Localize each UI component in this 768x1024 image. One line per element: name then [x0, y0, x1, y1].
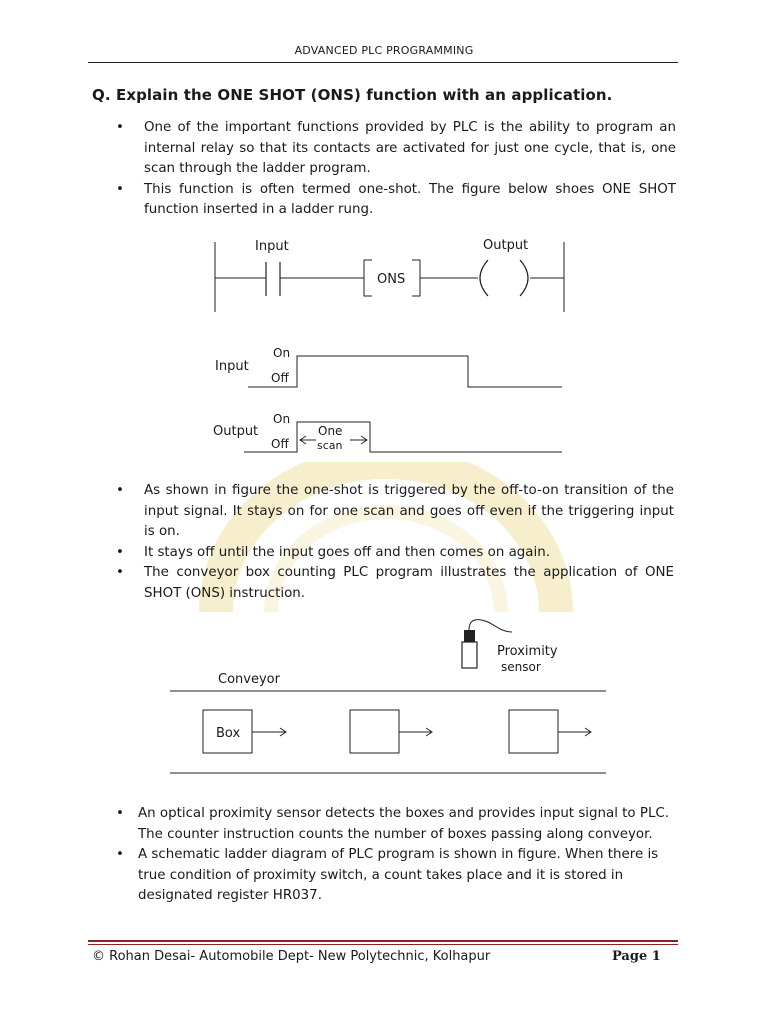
- sensor-cable-icon: [469, 620, 512, 632]
- sensor-cap-icon: [464, 630, 475, 642]
- bottom-bullet-list: [112, 804, 672, 907]
- output-waveform: [244, 422, 562, 452]
- coil-right-arc: [520, 260, 528, 296]
- timing-input-label: Input: [215, 359, 249, 374]
- proximity-sensor-icon: [462, 642, 477, 668]
- page-number: Page 1: [612, 949, 661, 964]
- middle-bullet-list: [108, 481, 674, 604]
- input-waveform: [248, 356, 562, 387]
- box-2: [350, 710, 399, 753]
- footer-credit: © Rohan Desai- Automobile Dept- New Polytechnic, Kolhapur: [92, 949, 491, 964]
- one-scan-label-1: One: [318, 424, 343, 438]
- conveyor-label: Conveyor: [218, 672, 280, 687]
- question-heading: Q. Explain the ONE SHOT (ONS) function with an application.: [92, 86, 613, 104]
- ladder-rung-diagram: [200, 232, 580, 322]
- input-off-label: Off: [271, 371, 289, 385]
- timing-diagram: [200, 342, 580, 462]
- header-divider: [88, 62, 678, 63]
- list-item: • It stays off until the input goes off and then comes on again.: [108, 543, 674, 564]
- ons-box-label: ONS: [377, 272, 406, 287]
- input-on-label: On: [273, 346, 291, 360]
- timing-output-label: Output: [213, 424, 259, 439]
- ladder-output-label: Output: [483, 238, 529, 253]
- one-scan-label-2: scan: [317, 439, 343, 452]
- list-item: • The conveyor box counting PLC program illustrates the application of ONE SHOT (ONS) instruction.: [108, 563, 674, 604]
- sensor-label-2: sensor: [501, 660, 541, 674]
- output-on-label: On: [273, 412, 291, 426]
- list-item: • An optical proximity sensor detects the boxes and provides input signal to PLC. The counter instruction counts the number of boxes passing along conveyor.: [112, 804, 672, 845]
- page-header: ADVANCED PLC PROGRAMMING: [294, 44, 474, 57]
- footer-divider-thin: [88, 944, 678, 945]
- footer-divider-thick: [88, 940, 678, 942]
- box-label: Box: [216, 726, 241, 741]
- box-3: [509, 710, 558, 753]
- intro-bullet-list: [108, 118, 676, 221]
- sensor-label-1: Proximity: [497, 644, 558, 659]
- list-item: • A schematic ladder diagram of PLC program is shown in figure. When there is true condition of proximity switch, a count takes place and it is stored in designated register HR037.: [112, 845, 672, 907]
- output-off-label: Off: [271, 437, 289, 451]
- coil-left-arc: [480, 260, 488, 296]
- list-item: • This function is often termed one-shot. The figure below shoes ONE SHOT function inserted in a ladder rung.: [108, 180, 676, 221]
- list-item: • One of the important functions provided by PLC is the ability to program an internal relay so that its contacts are activated for just one cycle, that is, one scan through the ladder program.: [108, 118, 676, 180]
- list-item: • As shown in figure the one-shot is triggered by the off-to-on transition of the input signal. It stays on for one scan and goes off even if the triggering input is on.: [108, 481, 674, 543]
- ladder-input-label: Input: [255, 239, 289, 254]
- conveyor-diagram: [160, 612, 620, 784]
